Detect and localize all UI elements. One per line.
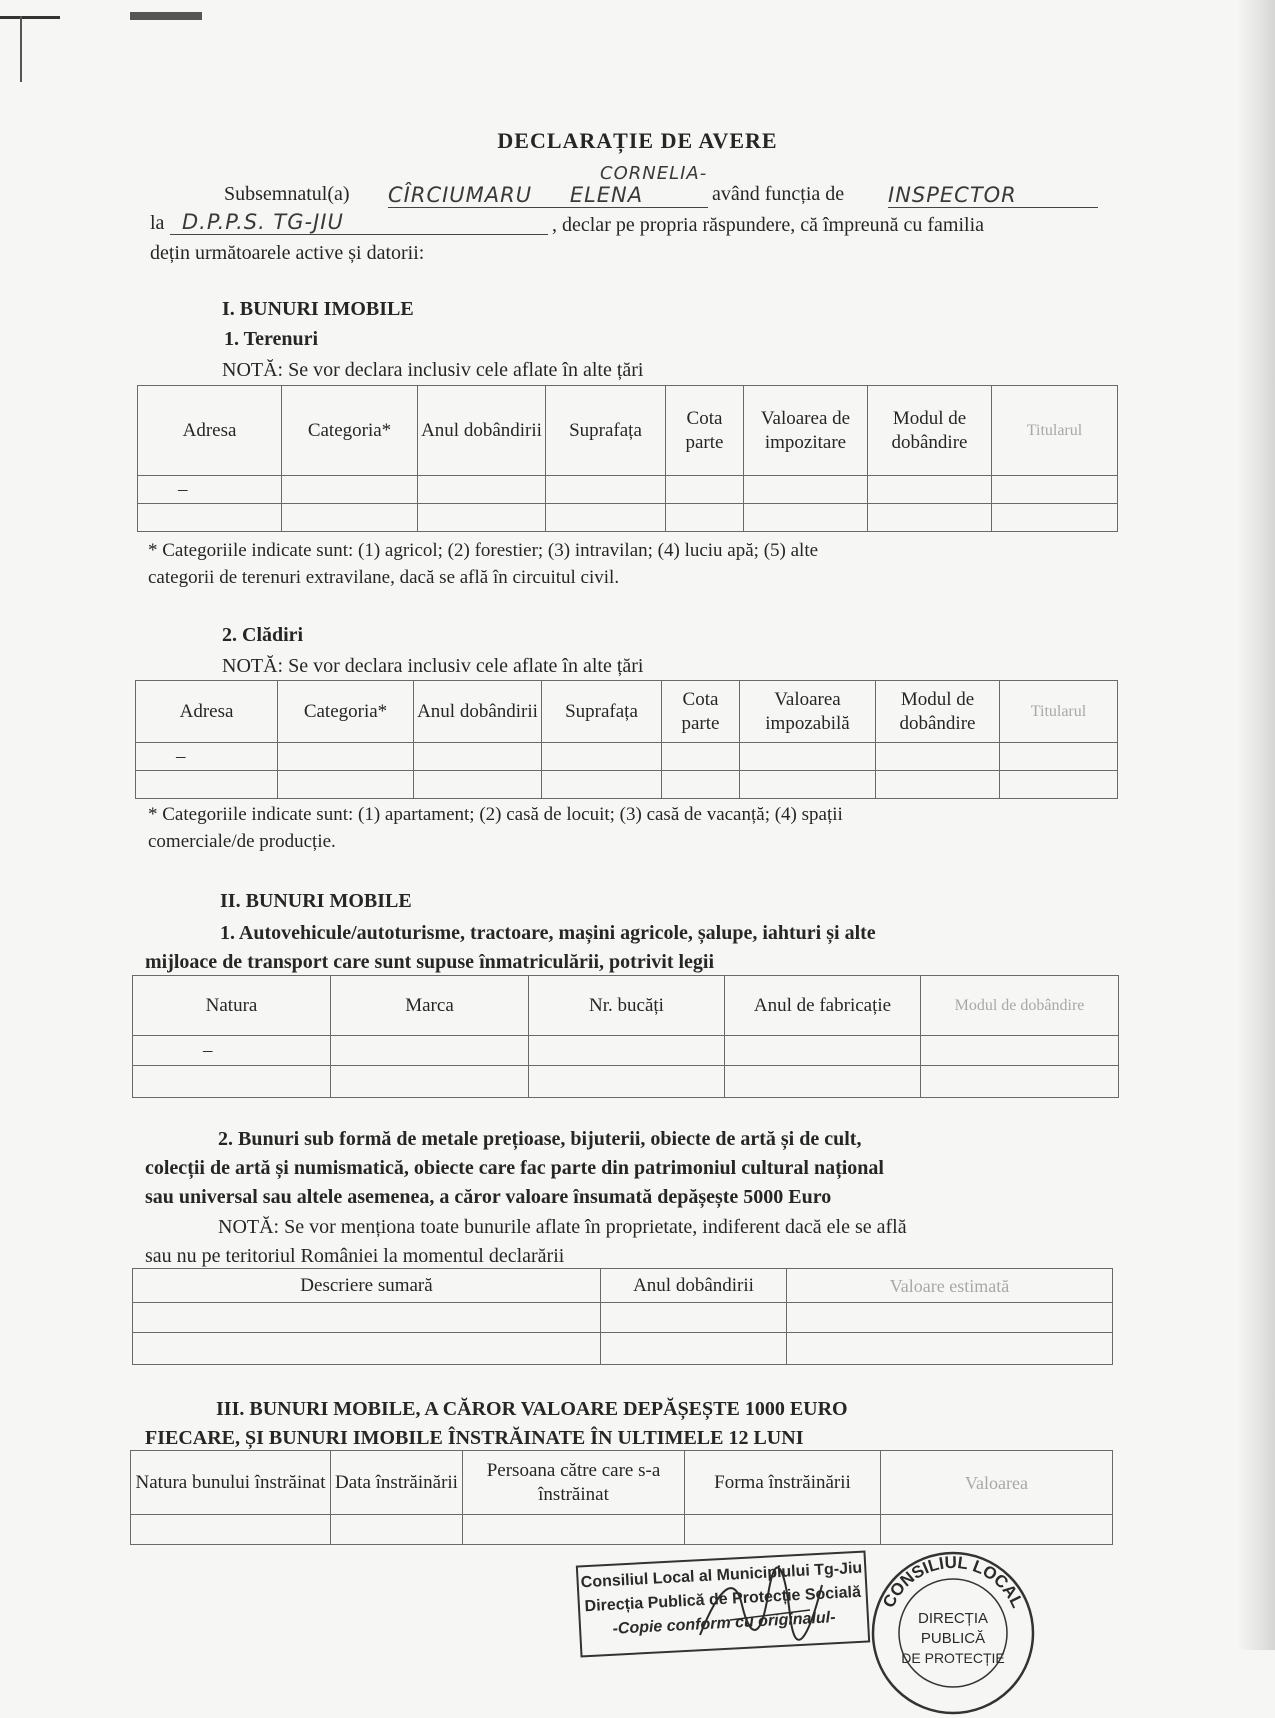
cladiri-col-valoarea: Valoarea impozabilă [740,681,876,743]
intro-declar: , declar pe propria răspundere, că împreună cu familia [552,214,985,236]
scan-artifact [20,16,22,82]
bunuri-heading-3: sau universal sau altele asemenea, a căror valoare însumată depășește 5000 Euro [145,1186,832,1208]
bunuri-note-2: sau nu pe teritoriul României la momentul declarării [145,1245,565,1267]
stamp-outer-text: CONSILIUL LOCAL [878,1552,1028,1611]
table-row [133,1066,1119,1098]
handwritten-name-field [388,183,708,208]
table-row [138,504,1118,532]
scan-artifact [130,12,202,20]
stamp-line: DIRECȚIA [917,1610,989,1627]
instrainate-col-natura: Natura bunului înstrăinat [131,1451,331,1515]
vehicule-heading-1: 1. Autovehicule/autoturisme, tractoare, mașini agricole, șalupe, iahturi și alte [220,922,876,944]
terenuri-footnote-2: categorii de terenuri extravilane, dacă se află în circuitul civil. [148,567,620,588]
terenuri-col-anul: Anul dobândirii [418,386,546,476]
stamp-line: PUBLICĂ [920,1630,986,1647]
intro-detin: dețin următoarele active și datorii: [150,242,425,264]
cladiri-footnote-1: * Categoriile indicate sunt: (1) apartament; (2) casă de locuit; (3) casă de vacanță; (4) spații [148,804,843,825]
terenuri-col-suprafata: Suprafața [546,386,666,476]
instrainate-col-valoarea: Valoarea [881,1451,1113,1515]
section-3-heading-2: FIECARE, ȘI BUNURI IMOBILE ÎNSTRĂINATE ÎN ULTIMELE 12 LUNI [145,1427,804,1449]
table-row [133,1036,1119,1066]
instrainate-col-forma: Forma înstrăinării [685,1451,881,1515]
vehicule-col-natura: Natura [133,976,331,1036]
terenuri-table [137,385,1118,532]
cladiri-col-anul: Anul dobândirii [414,681,542,743]
intro-subsemnatul: Subsemnatul(a) [224,183,350,205]
handwritten-surname: CÎRCIUMARU [388,183,533,207]
cladiri-col-categoria: Categoria* [278,681,414,743]
cladiri-col-modul: Modul de dobândire [876,681,1000,743]
terenuri-col-adresa: Adresa [138,386,282,476]
round-official-stamp [868,1548,1038,1718]
handwritten-institution: D.P.P.S. TG-JIU [170,210,548,235]
empty-mark: – [138,476,282,504]
handwritten-signature [690,1565,830,1650]
empty-mark: – [136,743,278,771]
cladiri-heading: 2. Clădiri [222,624,304,646]
stamp-line: DE PROTECȚIE [901,1650,1005,1666]
handwritten-names-top: CORNELIA- [600,163,708,184]
section-2-heading: II. BUNURI MOBILE [220,890,412,912]
terenuri-footnote-1: * Categoriile indicate sunt: (1) agricol; (2) forestier; (3) intravilan; (4) luciu apă; (5) alte [148,540,819,561]
bunuri-col-anul: Anul dobândirii [601,1269,787,1303]
bunuri-col-valoare: Valoare estimată [787,1269,1113,1303]
vehicule-col-marca: Marca [331,976,529,1036]
section-1-heading: I. BUNURI IMOBILE [222,298,414,320]
cladiri-footnote-2: comerciale/de producție. [148,831,336,852]
vehicule-heading-2: mijloace de transport care sunt supuse înmatriculării, potrivit legii [145,951,715,973]
cladiri-note: NOTĂ: Se vor declara inclusiv cele aflate în alte țări [222,655,644,677]
cladiri-col-suprafata: Suprafața [542,681,662,743]
bunuri-col-descriere: Descriere sumară [133,1269,601,1303]
bunuri-heading-1: 2. Bunuri sub formă de metale prețioase, bijuterii, obiecte de artă și de cult, [218,1128,862,1150]
section-3-heading-1: III. BUNURI MOBILE, A CĂROR VALOARE DEPĂȘEȘTE 1000 EURO [216,1398,848,1420]
cladiri-table [135,680,1118,799]
table-row [136,771,1118,799]
handwritten-names: ELENA [569,183,644,207]
cladiri-col-titularul: Titularul [1000,681,1118,743]
cladiri-col-adresa: Adresa [136,681,278,743]
table-row [136,743,1118,771]
instrainate-col-data: Data înstrăinării [331,1451,463,1515]
bunuri-heading-2: colecții de artă și numismatică, obiecte care fac parte din patrimoniul cultural național [145,1157,884,1179]
document-title: DECLARAȚIE DE AVERE [497,128,778,153]
instrainate-table [130,1450,1113,1545]
bunuri-table [132,1268,1113,1365]
handwritten-function: INSPECTOR [888,183,1098,208]
empty-mark: – [133,1036,331,1066]
terenuri-col-cota: Cota parte [666,386,744,476]
scan-page-edge [1237,0,1275,1650]
intro-la: la [150,212,165,234]
stamp-line: Direcția Publică de Protecție Socială [584,1583,862,1616]
vehicule-col-anul: Anul de fabricație [725,976,921,1036]
cladiri-col-cota: Cota parte [662,681,740,743]
table-row [133,1333,1113,1365]
terenuri-col-titularul: Titularul [992,386,1118,476]
stamp-line: Consiliul Local al Municipiului Tg-Jiu [580,1559,863,1592]
terenuri-col-modul: Modul de dobândire [868,386,992,476]
table-row [138,476,1118,504]
svg-text:CONSILIUL LOCAL [879,1553,1027,1611]
table-row [133,1303,1113,1333]
terenuri-col-valoarea: Valoarea de impozitare [744,386,868,476]
terenuri-col-categoria: Categoria* [282,386,418,476]
terenuri-heading: 1. Terenuri [224,328,319,350]
intro-functia: având funcția de [712,183,845,205]
vehicule-col-nr-bucati: Nr. bucăți [529,976,725,1036]
terenuri-note: NOTĂ: Se vor declara inclusiv cele aflate în alte țări [222,359,644,381]
bunuri-note-1: NOTĂ: Se vor menționa toate bunurile aflate în proprietate, indiferent dacă ele se află [218,1216,907,1238]
stamp-line: -Copie conform cu originalul- [612,1609,836,1638]
vehicule-col-modul: Modul de dobândire [921,976,1119,1036]
table-row [131,1515,1113,1545]
vehicule-table [132,975,1119,1098]
instrainate-col-persoana: Persoana către care s-a înstrăinat [463,1451,685,1515]
scan-artifact [0,16,60,19]
